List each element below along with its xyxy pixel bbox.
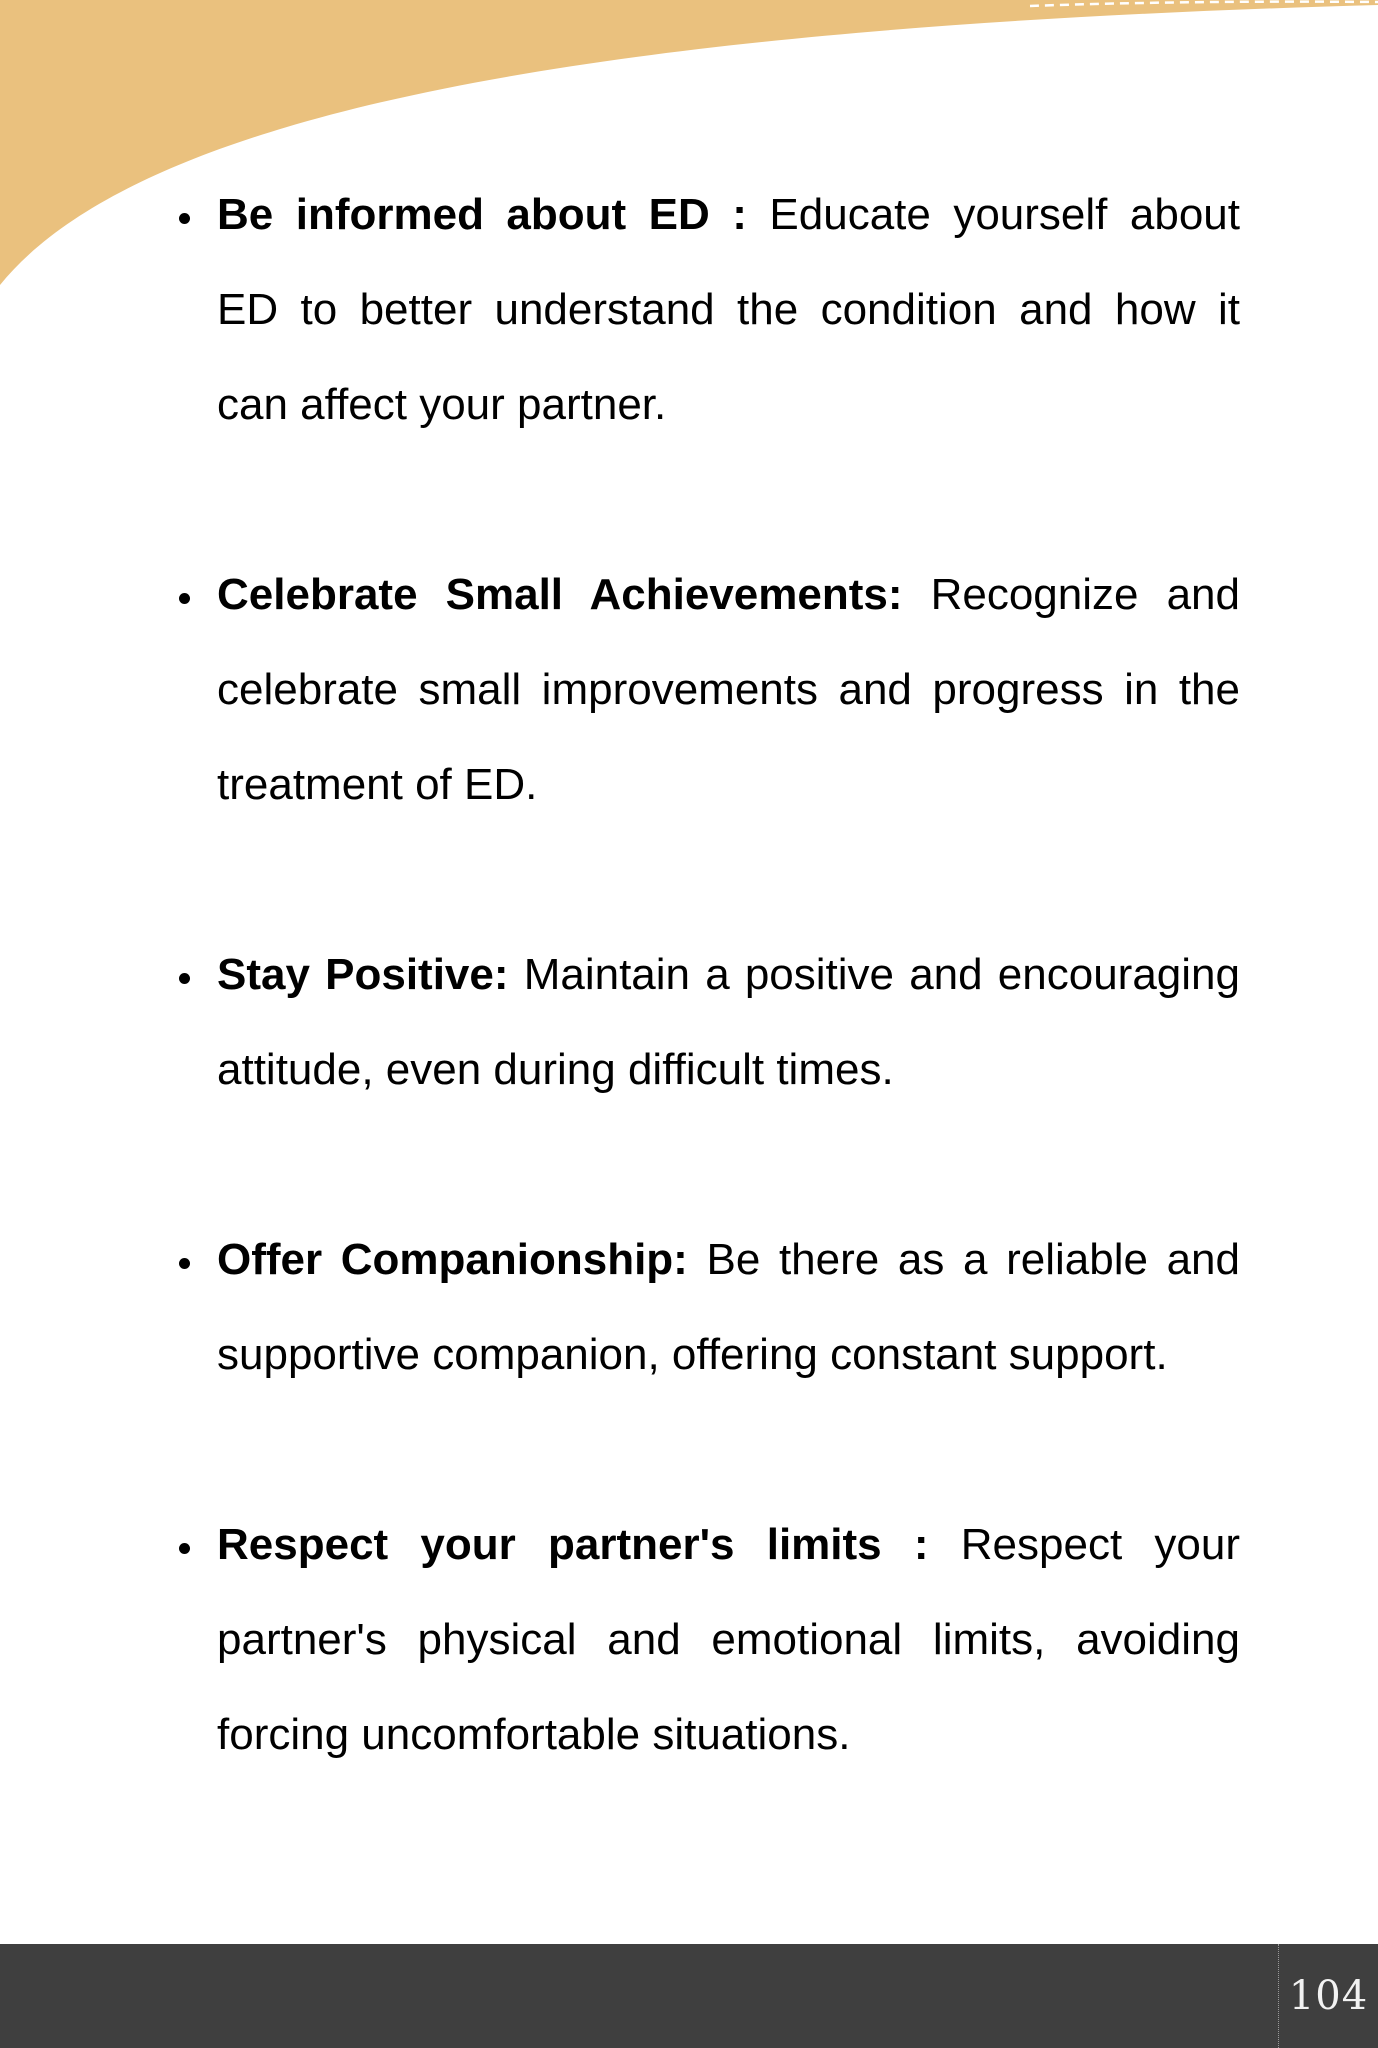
bullet-list <box>217 167 1240 1877</box>
bullet-line: Respect your partner's limits : Respect your <box>217 1520 1240 1569</box>
bullet-item <box>217 927 1240 1117</box>
bullet-line: ED to better understand the condition and how it <box>217 285 1240 334</box>
footer-bar <box>0 1944 1378 2048</box>
bullet-line: partner's physical and emotional limits, avoiding <box>217 1615 1240 1664</box>
bullet-item <box>217 1497 1240 1782</box>
bullet-line: Be informed about ED : Educate yourself about <box>217 190 1240 239</box>
bullet-dot <box>179 973 190 984</box>
bullet-line: celebrate small improvements and progress in the <box>217 665 1240 714</box>
bullet-lead-bold: Stay Positive: <box>217 950 509 999</box>
bullet-line: treatment of ED. <box>217 760 538 809</box>
bullet-lead-bold: Offer Companionship: <box>217 1235 688 1284</box>
bullet-line: forcing uncomfortable situations. <box>217 1710 851 1759</box>
bullet-dot <box>179 1543 190 1554</box>
bullet-dot <box>179 213 190 224</box>
bullet-line: Celebrate Small Achievements: Recognize and <box>217 570 1240 619</box>
bullet-line: attitude, even during difficult times. <box>217 1045 894 1094</box>
bullet-dot <box>179 593 190 604</box>
bullet-item <box>217 547 1240 832</box>
bullet-item <box>217 167 1240 452</box>
bullet-line: can affect your partner. <box>217 380 667 429</box>
page-number: 104 <box>1288 1973 1369 2019</box>
bullet-dot <box>179 1258 190 1269</box>
bullet-line: Offer Companionship: Be there as a reliable and <box>217 1235 1240 1284</box>
bullet-line: Stay Positive: Maintain a positive and encouraging <box>217 950 1240 999</box>
bullet-lead-bold: Respect your partner's limits : <box>217 1520 929 1569</box>
bullet-item <box>217 1212 1240 1402</box>
bullet-lead-bold: Celebrate Small Achievements: <box>217 570 903 619</box>
bullet-line: supportive companion, offering constant support. <box>217 1330 1168 1379</box>
bullet-lead-bold: Be informed about ED : <box>217 190 747 239</box>
